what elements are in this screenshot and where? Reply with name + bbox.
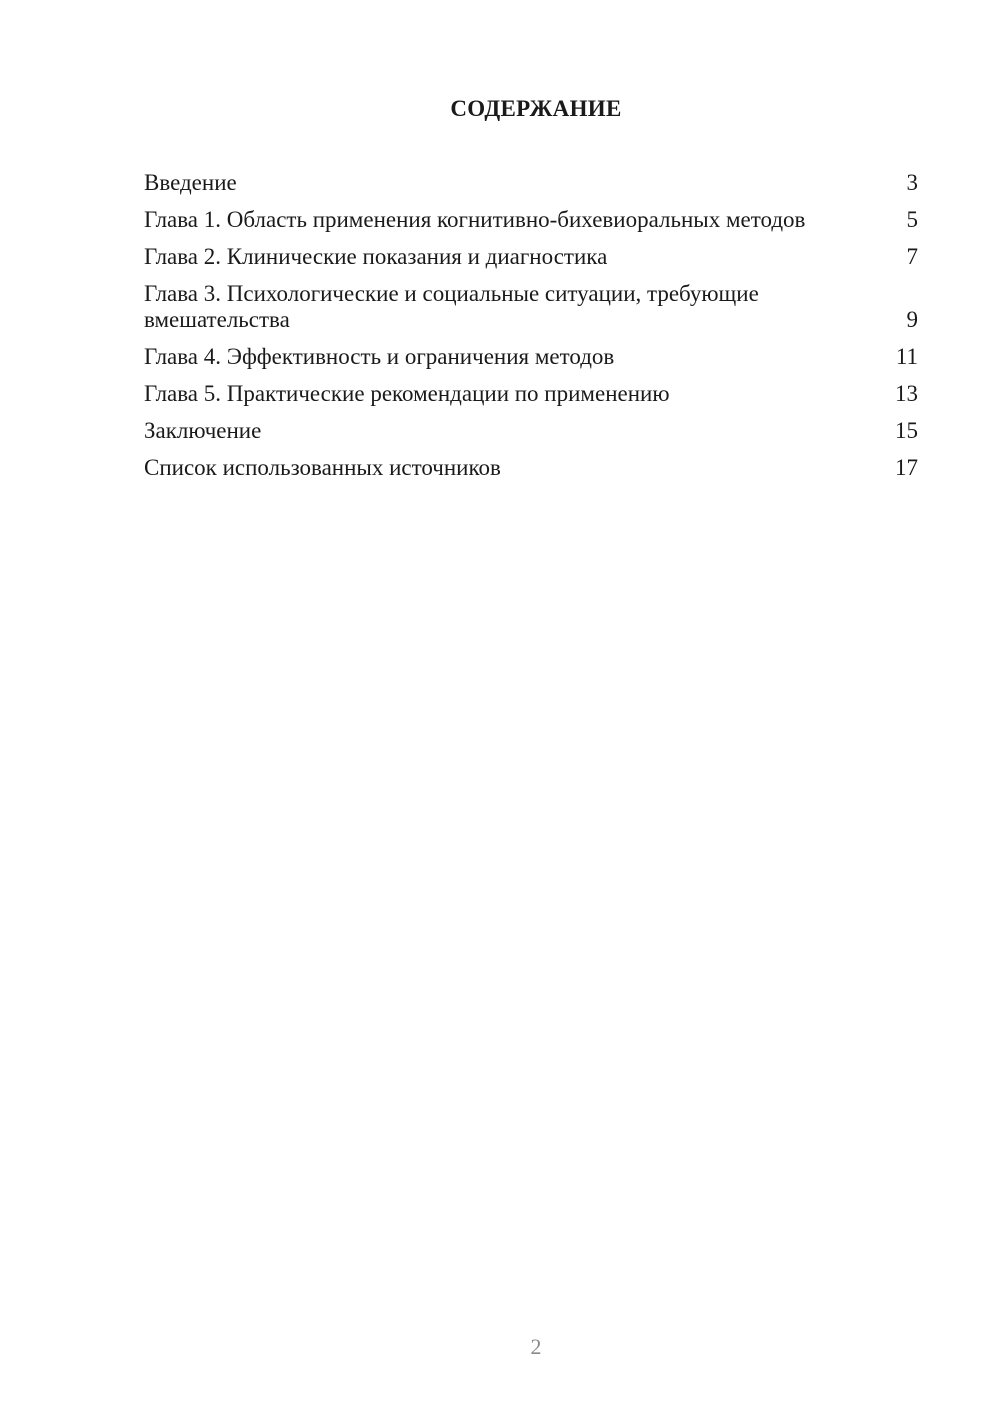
toc-entry [144, 281, 918, 333]
toc-entry-page: 5 [906, 207, 918, 232]
toc-entry [144, 170, 918, 196]
toc-entry [144, 455, 918, 481]
toc-entry-label: Глава 2. Клинические показания и диагностика [144, 244, 608, 269]
toc-entry-page: 17 [895, 455, 918, 480]
page-title: СОДЕРЖАНИЕ [450, 96, 622, 121]
toc-entry-label: Глава 5. Практические рекомендации по применению [144, 381, 670, 406]
toc-entry-page: 3 [906, 170, 918, 195]
toc-entry [144, 244, 918, 270]
toc-entry [144, 344, 918, 370]
toc-entry-page: 13 [895, 381, 918, 406]
toc-entry [144, 381, 918, 407]
toc-entry [144, 207, 918, 233]
toc-entry [144, 418, 918, 444]
toc-entry-label: Список использованных источников [144, 455, 501, 480]
toc-entry-label: Глава 4. Эффективность и ограничения методов [144, 344, 615, 369]
toc-entry-label: Введение [144, 170, 237, 195]
toc-entry-label: Глава 1. Область применения когнитивно-бихевиоральных методов [144, 207, 806, 232]
toc-entry-page: 7 [906, 244, 918, 269]
toc-entry-label: Глава 3. Психологические и социальные ситуации, требующие вмешательства [144, 281, 759, 332]
toc-entry-page: 11 [895, 344, 918, 369]
toc-entry-page: 9 [906, 307, 918, 332]
toc-entry-page: 15 [895, 418, 918, 443]
toc-entry-label: Заключение [144, 418, 262, 443]
page-number: 2 [530, 1334, 542, 1359]
table-of-contents [144, 170, 918, 492]
